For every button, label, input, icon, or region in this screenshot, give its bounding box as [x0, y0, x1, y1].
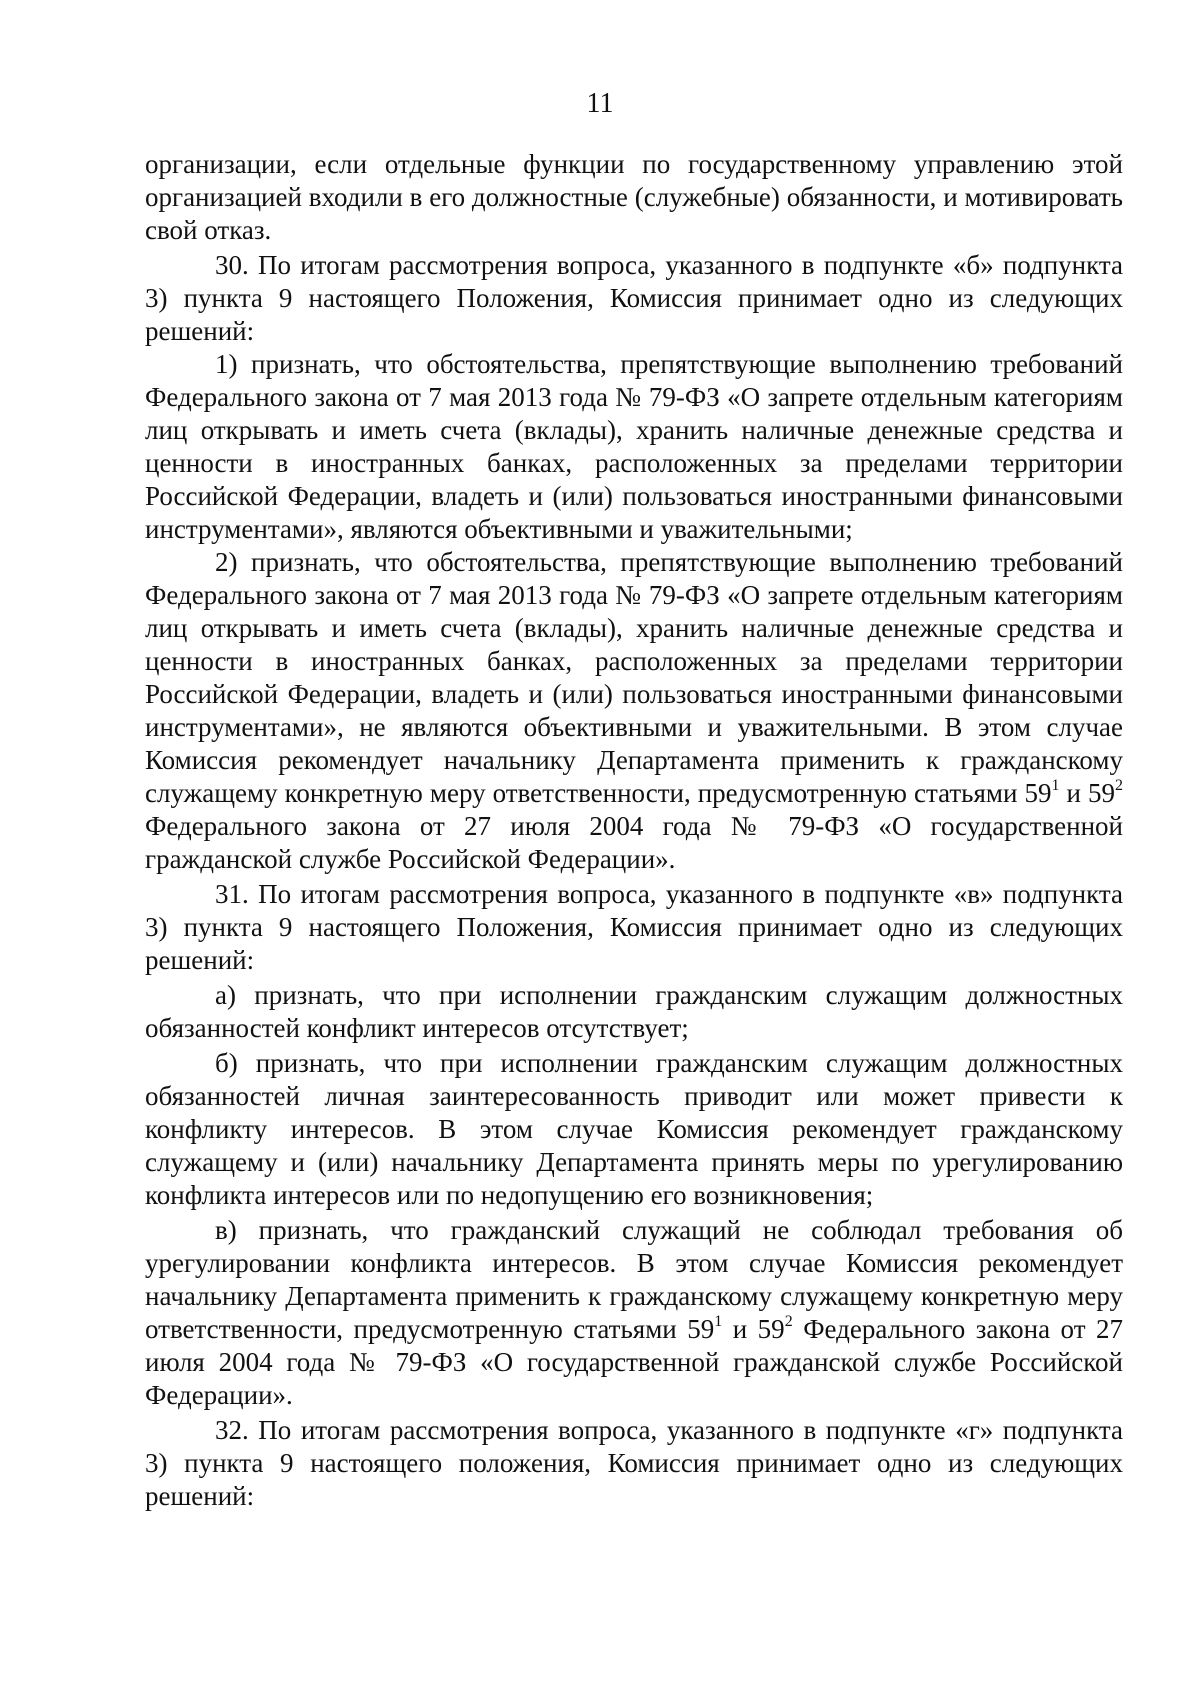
paragraph-31-item-v-text-b: и 59	[722, 1314, 785, 1344]
superscript-1: 1	[714, 1313, 723, 1330]
paragraph-32: 32. По итогам рассмотрения вопроса, указанного в подпункте «г» подпункта 3) пункта 9 настоящего положения, Комиссия принимает одно из следующих решений:	[145, 1415, 1123, 1511]
superscript-2: 2	[1115, 777, 1124, 794]
paragraph-31: 31. По итогам рассмотрения вопроса, указанного в подпункте «в» подпункта 3) пункта 9 настоящего Положения, Комиссия принимает одно из следующих решений:	[145, 879, 1123, 975]
paragraph-31-item-v-text-c: Федерального закона от 27 июля 2004 года № 79-ФЗ «О государственной гражданской службе Российской Федерации».	[145, 1314, 1123, 1410]
paragraph-30-item-2	[145, 546, 1123, 876]
paragraph-30: 30. По итогам рассмотрения вопроса, указанного в подпункте «б» подпункта 3) пункта 9 настоящего Положения, Комиссия принимает одно из следующих решений:	[145, 250, 1123, 346]
paragraph-30-item-2-text-c: Федерального закона от 27 июля 2004 года № 79-ФЗ «О государственной гражданской службе Российской Федерации».	[145, 811, 1123, 874]
document-body	[145, 148, 1123, 1513]
paragraph-31-item-a: а) признать, что при исполнении гражданским служащим должностных обязанностей конфликт интересов отсутствует;	[145, 980, 1123, 1043]
paragraph-31-item-b: б) признать, что при исполнении гражданским служащим должностных обязанностей личная заинтересованность приводит или может привести к конфликту интересов. В этом случае Комиссия рекомендует гражданскому служащему и (или) начальнику Департамента принять меры по урегулированию конфликта интересов или по недопущению его возникновения;	[145, 1048, 1123, 1210]
superscript-2: 2	[784, 1313, 793, 1330]
paragraph-30-item-2-text-a: 2) признать, что обстоятельства, препятствующие выполнению требований Федерального закона от 7 мая 2013 года № 79-ФЗ «О запрете отдельным категориям лиц открывать и иметь счета (вклады), хранить наличные денежные средства и ценности в иностранных банках, расположенных за пределами территории Российской Федерации, владеть и (или) пользоваться иностранными финансовыми инструментами», не являются объективными и уважительными. В этом случае Комиссия рекомендует начальнику Департамента применить к гражданскому служащему конкретную меру ответственности, предусмотренную статьями 59	[145, 547, 1123, 808]
paragraph-31-item-v-text-a: в) признать, что гражданский служащий не соблюдал требования об урегулировании конфликта интересов. В этом случае Комиссия рекомендует начальнику Департамента применить к гражданскому служащему конкретную меру ответственности, предусмотренную статьями 59	[145, 1215, 1123, 1344]
paragraph-continuation: организации, если отдельные функции по государственному управлению этой организацией входили в его должностные (служебные) обязанности, и мотивировать свой отказ.	[145, 149, 1123, 245]
paragraph-30-item-2-text-b: и 59	[1059, 778, 1116, 808]
paragraph-31-item-v	[145, 1214, 1123, 1412]
paragraph-30-item-1: 1) признать, что обстоятельства, препятствующие выполнению требований Федерального закона от 7 мая 2013 года № 79-ФЗ «О запрете отдельным категориям лиц открывать и иметь счета (вклады), хранить наличные денежные средства и ценности в иностранных банках, расположенных за пределами территории Российской Федерации, владеть и (или) пользоваться иностранными финансовыми инструментами», являются объективными и уважительными;	[145, 349, 1123, 544]
superscript-1: 1	[1051, 777, 1060, 794]
page-number: 11	[586, 88, 614, 119]
